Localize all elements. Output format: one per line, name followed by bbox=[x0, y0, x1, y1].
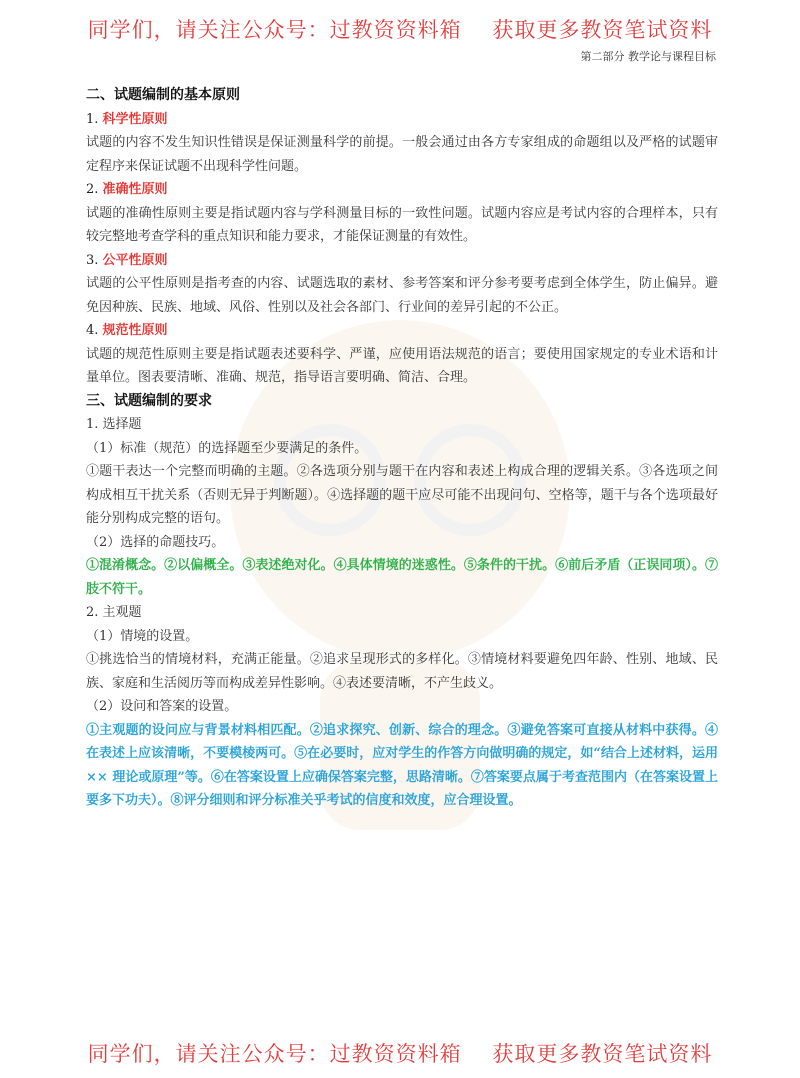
principle-1-text: 试题的内容不发生知识性错误是保证测量科学的前提。一般会通过由各方专家组成的命题组以及严格的试题审定程序来保证试题不出现科学性问题。 bbox=[86, 135, 718, 174]
subjective-subheading-2: （2）设问和答案的设置。 bbox=[86, 699, 238, 714]
choice-conditions-text: ①题干表达一个完整而明确的主题。②各选项分别与题干在内容和表述上构成合理的逻辑关系。③各选项之间构成相互干扰关系（否则无异于判断题）。④选择题的题干应尽可能不出现问句、空格等，题干与各个选项最好能分别构成完整的语句。 bbox=[86, 464, 718, 526]
principle-2-number: 2. bbox=[86, 182, 103, 197]
choice-question-title: 1. 选择题 bbox=[86, 417, 142, 432]
subjective-answer-text: ①主观题的设问应与背景材料相匹配。②追求探究、创新、综合的理念。③避免答案可直接从材料中获得。④在表述上应该清晰，不要模棱两可。⑤在必要时，应对学生的作答方向做明确的规定，如“结合上述材料，运用 ×× 理论或原理”等。⑥在答案设置上应确保答案完整，思路清晰。⑦答案要点属于考查范围内（在答案设置上要多下功夫）。⑧评分细则和评分标准关乎考试的信度和效度，应合理设置。 bbox=[86, 722, 718, 808]
principle-4-text: 试题的规范性原则主要是指试题表述要科学、严谨，应使用语法规范的语言；要使用国家规定的专业术语和计量单位。图表要清晰、准确、规范，指导语言要明确、简洁、合理。 bbox=[86, 346, 718, 385]
choice-subheading-2: （2）选择的命题技巧。 bbox=[86, 534, 225, 550]
subjective-context-text: ①挑选恰当的情境材料，充满正能量。②追求呈现形式的多样化。③情境材料要避免四年龄、性别、地域、民族、家庭和生活阅历等而构成差异性影响。④表述要清晰，不产生歧义。 bbox=[86, 652, 718, 691]
principle-3-number: 3. bbox=[86, 252, 103, 268]
principle-3-title-line bbox=[86, 249, 718, 273]
document-body bbox=[86, 84, 718, 813]
section2-heading: 二、试题编制的基本原则 bbox=[86, 87, 240, 103]
principle-3-title: 公平性原则 bbox=[102, 252, 168, 268]
principle-2-title: 准确性原则 bbox=[102, 182, 168, 197]
principle-1-title: 科学性原则 bbox=[102, 111, 168, 127]
principle-3-text: 试题的公平性原则是指考查的内容、试题选取的素材、参考答案和评分参考要考虑到全体学生，防止偏异。避免因种族、民族、地域、风俗、性别以及社会各部门、行业间的差异引起的不公正。 bbox=[86, 276, 718, 315]
promo-banner-top: 同学们，请关注公众号：过教资资料箱 获取更多教资笔试资料 bbox=[87, 18, 713, 42]
promo-banner-bottom: 同学们，请关注公众号：过教资资料箱 获取更多教资笔试资料 bbox=[87, 1042, 713, 1066]
principle-2-title-line bbox=[86, 178, 718, 202]
subjective-question-title: 2. 主观题 bbox=[86, 605, 142, 620]
choice-techniques-text: ①混淆概念。②以偏概全。③表述绝对化。④具体情境的迷惑性。⑤条件的干扰。⑥前后矛盾（正误同项）。⑦肢不符干。 bbox=[86, 558, 718, 597]
principle-4-title: 规范性原则 bbox=[102, 323, 168, 338]
principle-1-number: 1. bbox=[86, 111, 103, 127]
principle-1-title-line bbox=[86, 108, 718, 132]
principle-2-text: 试题的准确性原则主要是指试题内容与学科测量目标的一致性问题。试题内容应是考试内容的合理样本，只有较完整地考查学科的重点知识和能力要求，才能保证测量的有效性。 bbox=[86, 205, 718, 244]
principle-4-number: 4. bbox=[86, 323, 103, 338]
running-head: 第二部分 教学论与课程目标 bbox=[580, 50, 716, 63]
choice-subheading-1: （1）标准（规范）的选择题至少要满足的条件。 bbox=[86, 440, 368, 456]
subjective-subheading-1: （1）情境的设置。 bbox=[86, 628, 199, 644]
principle-4-title-line bbox=[86, 319, 718, 343]
section3-heading: 三、试题编制的要求 bbox=[86, 392, 212, 409]
